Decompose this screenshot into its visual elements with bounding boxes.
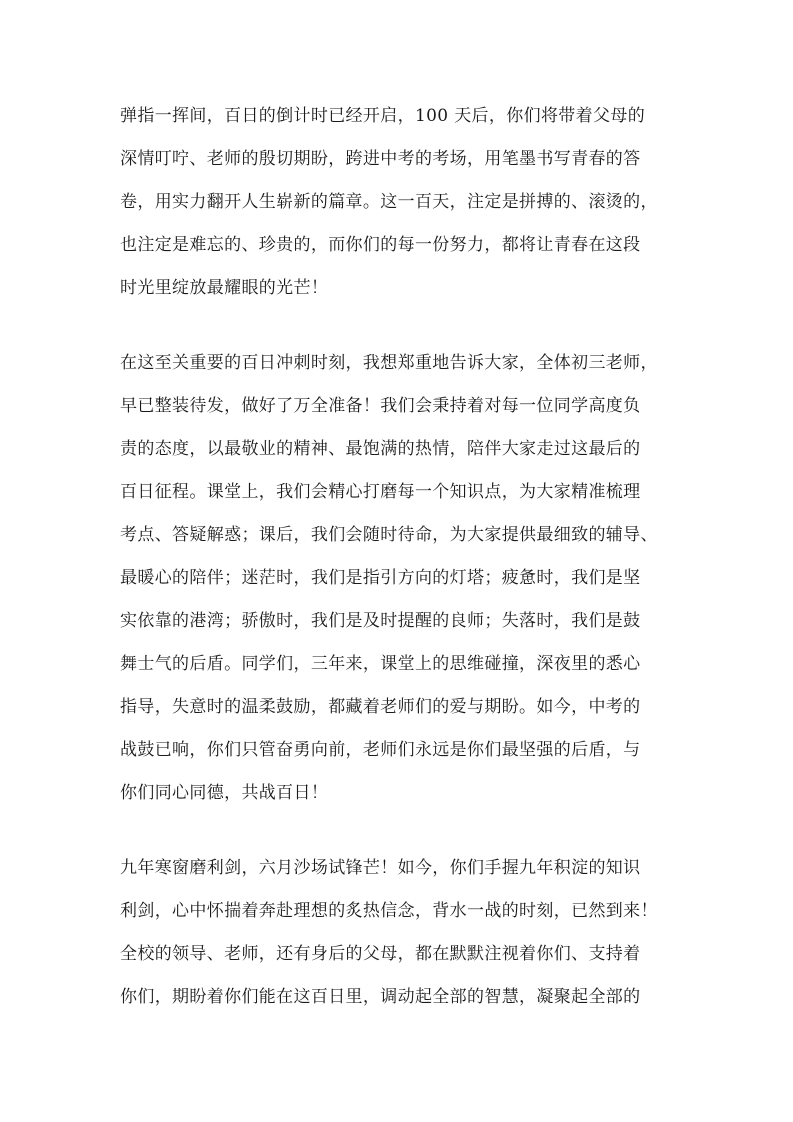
paragraph-1-line-3: 卷，用实力翻开人生崭新的篇章。这一百天，注定是拼搏的、滚烫的，	[120, 192, 658, 212]
paragraph-2-line-8: 舞士气的后盾。同学们，三年来，课堂上的思维碰撞，深夜里的悉心	[120, 654, 641, 674]
paragraph-1-line-5: 时光里绽放最耀眼的光芒！	[120, 278, 329, 298]
paragraph-2-line-9: 指导，失意时的温柔鼓励，都藏着老师们的爱与期盼。如今，中考的	[120, 697, 641, 717]
paragraph-3-line-3: 全校的领导、老师，还有身后的父母，都在默默注视着你们、支持着	[120, 944, 641, 964]
paragraph-2-line-1: 在这至关重要的百日冲刺时刻，我想郑重地告诉大家，全体初三老师，	[120, 353, 658, 373]
paragraph-3-line-4: 你们，期盼着你们能在这百日里，调动起全部的智慧，凝聚起全部的	[120, 987, 641, 1007]
paragraph-2-line-2: 早已整装待发，做好了万全准备！我们会秉持着对每一位同学高度负	[120, 396, 641, 416]
paragraph-1-line-1: 弹指一挥间，百日的倒计时已经开启，100 天后，你们将带着父母的	[120, 106, 646, 126]
paragraph-1-line-2: 深情叮咛、老师的殷切期盼，跨进中考的考场，用笔墨书写青春的答	[120, 149, 641, 169]
paragraph-2-line-5: 考点、答疑解惑；课后，我们会随时待命，为大家提供最细致的辅导、	[120, 525, 658, 545]
paragraph-3-line-1: 九年寒窗磨利剑，六月沙场试锋芒！如今，你们手握九年积淀的知识	[120, 858, 641, 878]
paragraph-2-line-11: 你们同心同德，共战百日！	[120, 783, 329, 803]
paragraph-1-line-4: 也注定是难忘的、珍贵的，而你们的每一份努力，都将让青春在这段	[120, 235, 641, 255]
paragraph-3-line-2: 利剑，心中怀揣着奔赴理想的炙热信念，背水一战的时刻，已然到来！	[120, 901, 658, 921]
paragraph-2-line-10: 战鼓已响，你们只管奋勇向前，老师们永远是你们最坚强的后盾，与	[120, 740, 641, 760]
paragraph-2-line-4: 百日征程。课堂上，我们会精心打磨每一个知识点，为大家精准梳理	[120, 482, 641, 502]
paragraph-2-line-7: 实依靠的港湾；骄傲时，我们是及时提醒的良师；失落时，我们是鼓	[120, 611, 641, 631]
paragraph-2-line-6: 最暖心的陪伴；迷茫时，我们是指引方向的灯塔；疲惫时，我们是坚	[120, 568, 641, 588]
paragraph-2-line-3: 责的态度，以最敬业的精神、最饱满的热情，陪伴大家走过这最后的	[120, 439, 641, 459]
